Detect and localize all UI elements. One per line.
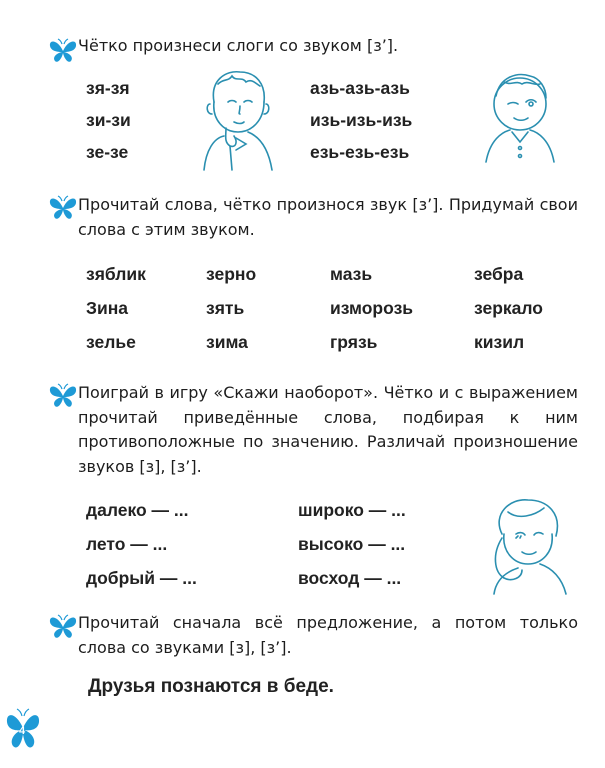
opposite-item: восход — ... — [298, 568, 402, 588]
example-sentence: Друзья познаются в беде. — [88, 676, 334, 697]
opposite-item: добрый — ... — [86, 568, 197, 588]
word: зелье — [86, 332, 136, 352]
word: зима — [206, 332, 248, 352]
task-1-text: Чётко произнеси слоги со звуком [з’]. — [78, 36, 399, 55]
page-number-badge — [6, 708, 46, 752]
task-2-instruction — [78, 193, 578, 242]
opposite-item: далеко — ... — [86, 500, 189, 520]
girl-illustration — [482, 494, 574, 598]
word: зерно — [206, 264, 257, 284]
word: зеркало — [474, 298, 543, 318]
task-3-instruction — [78, 381, 578, 479]
page-number: 4 — [18, 725, 26, 737]
syllable-row: зе-зе — [86, 142, 129, 162]
task-4-instruction — [78, 611, 578, 660]
winking-boy-illustration — [478, 66, 562, 166]
syllable-row: зя-зя — [86, 78, 130, 98]
butterfly-icon — [48, 383, 78, 409]
word: зяблик — [86, 264, 146, 284]
opposite-item: широко — ... — [298, 500, 406, 520]
task-2-text: Прочитай слова, чётко произнося звук [з’]. Придумай свои слова с этим звуком. — [78, 195, 578, 239]
word: Зина — [86, 298, 129, 318]
syllable-row: изь-изь-изь — [310, 110, 413, 130]
task-1-instruction — [78, 34, 578, 59]
word: грязь — [330, 332, 378, 352]
syllable-row: зи-зи — [86, 110, 131, 130]
task-4-text: Прочитай сначала всё предложение, а потом только слова со звуками [з], [з’]. — [78, 613, 578, 657]
syllable-row: азь-азь-азь — [310, 78, 410, 98]
butterfly-icon — [48, 195, 78, 221]
opposite-item: лето — ... — [86, 534, 168, 554]
syllable-row: езь-езь-езь — [310, 142, 410, 162]
task-3-text: Поиграй в игру «Скажи наоборот». Чётко и с выражением прочитай приведённые слова, подбирая к ним противоположные по значению. Различай произношение звуков [з], [з’]. — [78, 383, 578, 476]
word: изморозь — [330, 298, 414, 318]
opposite-item: высоко — ... — [298, 534, 406, 554]
word: кизил — [474, 332, 525, 352]
butterfly-icon — [48, 614, 78, 640]
word: зебра — [474, 264, 524, 284]
word: мазь — [330, 264, 373, 284]
thinking-boy-illustration — [196, 66, 280, 174]
butterfly-icon — [48, 38, 78, 64]
word: зять — [206, 298, 245, 318]
